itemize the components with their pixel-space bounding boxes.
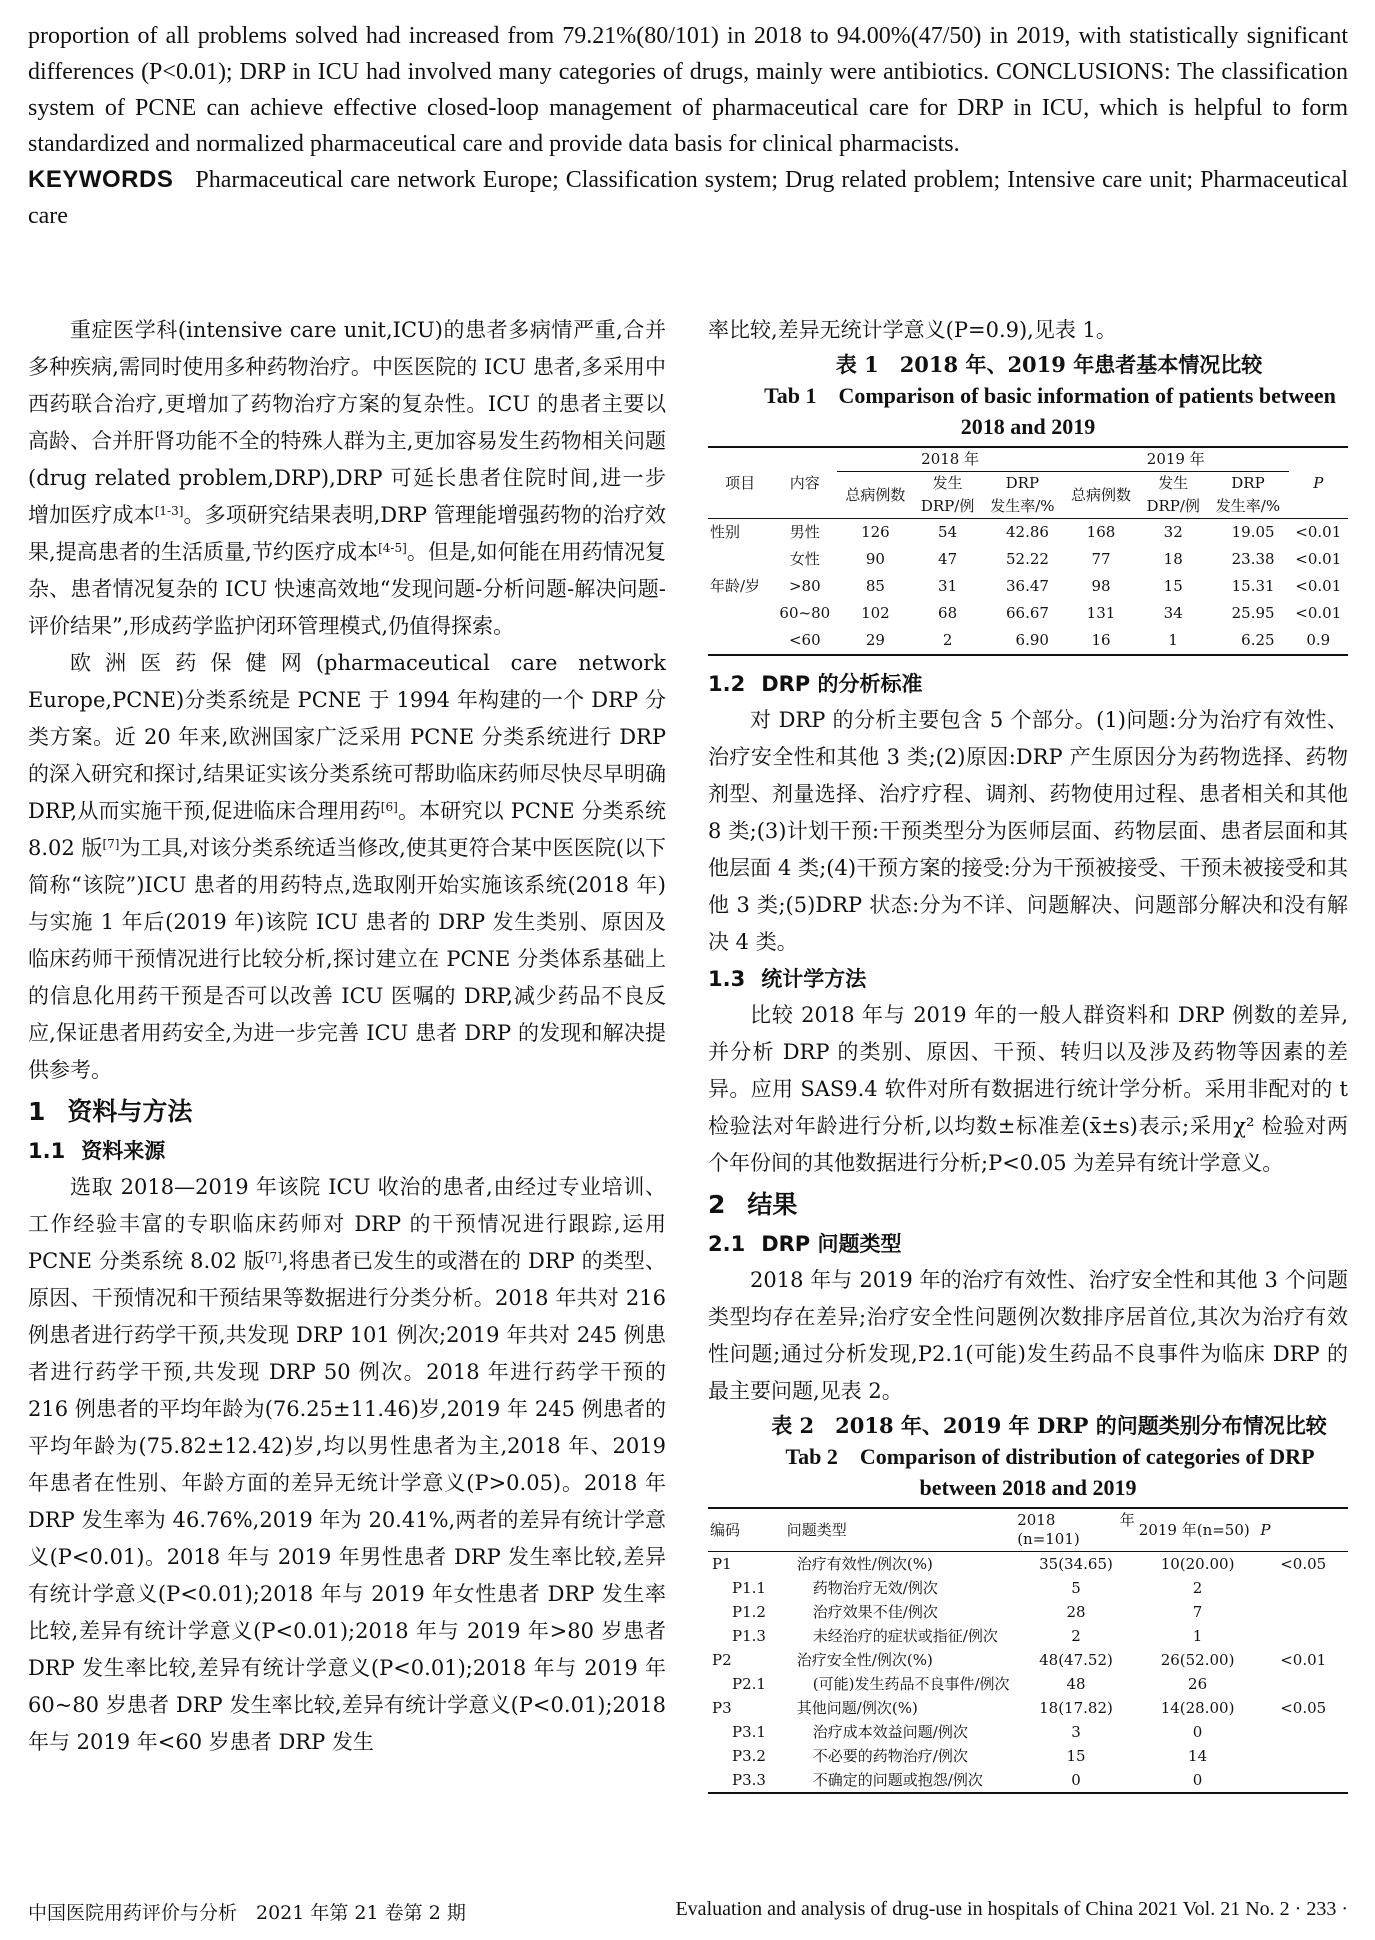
statistics-paragraph: 比较 2018 年与 2019 年的一般人群资料和 DRP 例数的差异,并分析 DRP 的类别、原因、干预、转归以及涉及药物等因素的差异。应用 SAS9.4 软件对所有数据进行统计学分析。采用非配对的 t 检验法对年龄进行分析,以均数±标准差(x̄±s)表示;采用χ² 检验对两个年份间的其他数据进行分析;P<0.05 为差异有统计学意义。 (708, 1003, 1348, 1175)
t1-header-total: 总病例数 (1063, 472, 1139, 519)
table-row: <60 29 2 6.90 16 1 6.25 0.9 (788, 631, 1331, 649)
table-row: P1.1 药物治疗无效/例次 5 2 (732, 1578, 1203, 1597)
analysis-criteria-paragraph: 对 DRP 的分析主要包含 5 个部分。(1)问题:分为治疗有效性、治疗安全性和其他 3 类;(2)原因:DRP 产生原因分为药物选择、药物剂型、剂量选择、治疗疗程、调剂、药物使用过程、患者相关和其他 8 类;(3)计划干预:干预类型分为医师层面、药物层面、患者层面和其他层面 4 类;(4)干预方案的接受:分为干预被接受、干预未被接受和其他 3 类;(5)DRP 状态:分为不详、问题解决、问题部分解决和没有解决 4 类。 (708, 708, 1348, 954)
table-2 (708, 1410, 1348, 1794)
table-row: 女性 90 47 52.22 77 18 23.38 <0.01 (789, 550, 1342, 568)
t2-header-type: 问题类型 (785, 1508, 1015, 1552)
abstract-block (28, 18, 1348, 234)
continued-paragraph: 率比较,差异无统计学意义(P=0.9),见表 1。 (708, 318, 1117, 342)
section-heading-1-1: 1.1 资料来源 (28, 1139, 166, 1163)
t1-header-drp-unit: DRP/例 (1139, 495, 1207, 519)
section-heading-1-2: 1.2 DRP 的分析标准 (708, 672, 923, 696)
section-heading-2-1: 2.1 DRP 问题类型 (708, 1232, 902, 1256)
t1-header-p: P (1289, 447, 1348, 519)
table-1 (708, 349, 1348, 656)
keywords-text: Pharmaceutical care network Europe; Classification system; Drug related problem; Intensive care unit; Pharmaceutical care (28, 167, 1348, 229)
right-column (708, 312, 1348, 1794)
t1-header-rate: DRP (1231, 474, 1265, 492)
t2-header-2019: 2019 年(n=50) (1137, 1508, 1259, 1552)
t1-header-2018: 2018 年 (837, 447, 1063, 472)
table-row: P2.1 (可能)发生药品不良事件/例次 48 26 (732, 1674, 1208, 1693)
t1-header-rate-unit: 发生率/% (982, 495, 1063, 519)
keywords-line (28, 162, 1348, 234)
citation: [1-3] (154, 504, 184, 518)
t1-header-content: 内容 (772, 447, 837, 519)
table-row: P1.2 治疗效果不佳/例次 28 7 (732, 1602, 1203, 1621)
t2-header-code: 编码 (708, 1508, 785, 1552)
table-2-caption-en: Tab 2 Comparison of distribution of categories of DRP between 2018 and 2019 (785, 1444, 1315, 1500)
t1-header-drp-unit: DRP/例 (913, 495, 981, 519)
table-row: 60~80 102 68 66.67 131 34 25.95 <0.01 (779, 604, 1342, 622)
t1-header-drp: 发生 (932, 474, 963, 492)
t1-header-item: 项目 (708, 447, 772, 519)
keywords-label: KEYWORDS (28, 166, 174, 193)
table-2-caption-cn: 表 2 2018 年、2019 年 DRP 的问题类别分布情况比较 (771, 1413, 1327, 1438)
problem-type-paragraph: 2018 年与 2019 年的治疗有效性、治疗安全性和其他 3 个问题类型均存在差异;治疗安全性问题例次数排序居首位,其次为治疗有效性问题;通过分析发现,P2.1(可能)发生药品不良事件为临床 DRP 的最主要问题,见表 2。 (708, 1268, 1348, 1403)
table-row: P3.3 不确定的问题或抱怨/例次 0 0 (732, 1770, 1203, 1789)
t1-header-rate: DRP (1005, 474, 1040, 492)
table-row: P1.3 未经治疗的症状或指征/例次 2 1 (732, 1626, 1203, 1645)
t1-header-total: 总病例数 (837, 472, 913, 519)
t1-header-rate-unit: 发生率/% (1207, 495, 1288, 519)
t2-header-p: P (1258, 1508, 1348, 1552)
table-row: P3.1 治疗成本效益问题/例次 3 0 (732, 1722, 1203, 1741)
intro-paragraph-2: 欧洲医药保健网(pharmaceutical care network Europe,PCNE)分类系统是 PCNE 于 1994 年构建的一个 DRP 分类方案。近 20 年来,欧洲国家广泛采用 PCNE 分类系统进行 DRP 的深入研究和探讨,结果证实该分类系统可帮助临床药师尽快尽早明确 DRP,从而实施干预,促进临床合理用药[6]。本研究以 PCNE 分类系统 8.02 版[7]为工具,对该分类系统适当修改,使其更符合某中医医院(以下简称“该院”)ICU 患者的用药特点,选取刚开始实施该系统(2018 年)与实施 1 年后(2019 年)该院 ICU 患者的 DRP 发生类别、原因及临床药师干预情况进行比较分析,探讨建立在 PCNE 分类体系基础上的信息化用药干预是否可以改善 ICU 医嘱的 DRP,减少药品不良反应,保证患者用药安全,为进一步完善 ICU 患者 DRP 的发现和解决提供参考。 (28, 651, 666, 1082)
data-source-paragraph: 选取 2018—2019 年该院 ICU 收治的患者,由经过专业培训、工作经验丰富的专职临床药师对 DRP 的干预情况进行跟踪,运用 PCNE 分类系统 8.02 版[7],将患者已发生的或潜在的 DRP 的类型、原因、干预情况和干预结果等数据进行分类分析。2018 年共对 216 例患者进行药学干预,共发现 DRP 101 例次;2019 年共对 245 例患者进行药学干预,共发现 DRP 50 例次。2018 年进行药学干预的 216 例患者的平均年龄为(76.25±11.46)岁,2019 年 245 例患者的平均年龄为(75.82±12.42)岁,均以男性患者为主,2018 年、2019 年患者在性别、年龄方面的差异无统计学意义(P>0.05)。2018 年 DRP 发生率为 46.76%,2019 年为 20.41%,两者的差异有统计学意义(P<0.01)。2018 年与 2019 年男性患者 DRP 发生率比较,差异有统计学意义(P<0.01);2018 年与 2019 年女性患者 DRP 发生率比较,差异有统计学意义(P<0.01);2018 年与 2019 年>80 岁患者 DRP 发生率比较,差异有统计学意义(P<0.01);2018 年与 2019 年 60~80 岁患者 DRP 发生率比较,差异有统计学意义(P<0.01);2018 年与 2019 年<60 岁患者 DRP 发生 (28, 1175, 666, 1754)
footer-journal-en: Evaluation and analysis of drug-use in hospitals of China 2021 Vol. 21 No. 2 · 233 · (675, 1898, 1348, 1920)
citation: [6] (380, 800, 398, 814)
table-1-caption-cn: 表 1 2018 年、2019 年患者基本情况比较 (835, 352, 1263, 377)
citation: [7] (102, 837, 120, 851)
section-heading-2: 2 结果 (708, 1190, 798, 1219)
table-row: 年龄/岁 >80 85 31 36.47 98 15 15.31 <0.01 (710, 577, 1342, 595)
table-row: P1 治疗有效性/例次(%) 35(34.65) 10(20.00) <0.05 (712, 1554, 1327, 1573)
section-heading-1-3: 1.3 统计学方法 (708, 967, 867, 991)
citation: [7] (264, 1250, 282, 1264)
citation: [4-5] (378, 541, 407, 555)
table-1-caption-en: Tab 1 Comparison of basic information of patients between 2018 and 2019 (764, 383, 1336, 439)
table-row: P3.2 不必要的药物治疗/例次 15 14 (732, 1746, 1208, 1765)
table-row: P2 治疗安全性/例次(%) 48(47.52) 26(52.00) <0.01 (712, 1650, 1327, 1669)
left-column (28, 312, 666, 1761)
t1-header-drp: 发生 (1158, 474, 1189, 492)
abstract-text: proportion of all problems solved had increased from 79.21%(80/101) in 2018 to 94.00%(47/50) in 2019, with statistically significant differences (P<0.01); DRP in ICU had involved many categories of drugs, mainly were antibiotics. CONCLUSIONS: The classification system of PCNE can achieve effective closed-loop management of pharmaceutical care for DRP in ICU, which is helpful to form standardized and normalized pharmaceutical care and provide data basis for clinical pharmacists. (28, 23, 1348, 157)
t2-header-2018: 2018 年(n=101) (1015, 1508, 1137, 1552)
table-row: P3 其他问题/例次(%) 18(17.82) 14(28.00) <0.05 (712, 1698, 1327, 1717)
table-row: 性别 男性 126 54 42.86 168 32 19.05 <0.01 (710, 523, 1342, 541)
section-heading-1: 1 资料与方法 (28, 1097, 193, 1126)
intro-paragraph-1: 重症医学科(intensive care unit,ICU)的患者多病情严重,合并多种疾病,需同时使用多种药物治疗。中医医院的 ICU 患者,多采用中西药联合治疗,更增加了药物治疗方案的复杂性。ICU 的患者主要以高龄、合并肝肾功能不全的特殊人群为主,更加容易发生药物相关问题(drug related problem,DRP),DRP 可延长患者住院时间,进一步增加医疗成本[1-3]。多项研究结果表明,DRP 管理能增强药物的治疗效果,提高患者的生活质量,节约医疗成本[4-5]。但是,如何能在用药情况复杂、患者情况复杂的 ICU 快速高效地“发现问题-分析问题-解决问题-评价结果”,形成药学监护闭环管理模式,仍值得探索。 (28, 318, 667, 638)
footer-journal-cn: 中国医院用药评价与分析 2021 年第 21 卷第 2 期 (28, 1902, 466, 1924)
t1-header-2019: 2019 年 (1063, 447, 1289, 472)
